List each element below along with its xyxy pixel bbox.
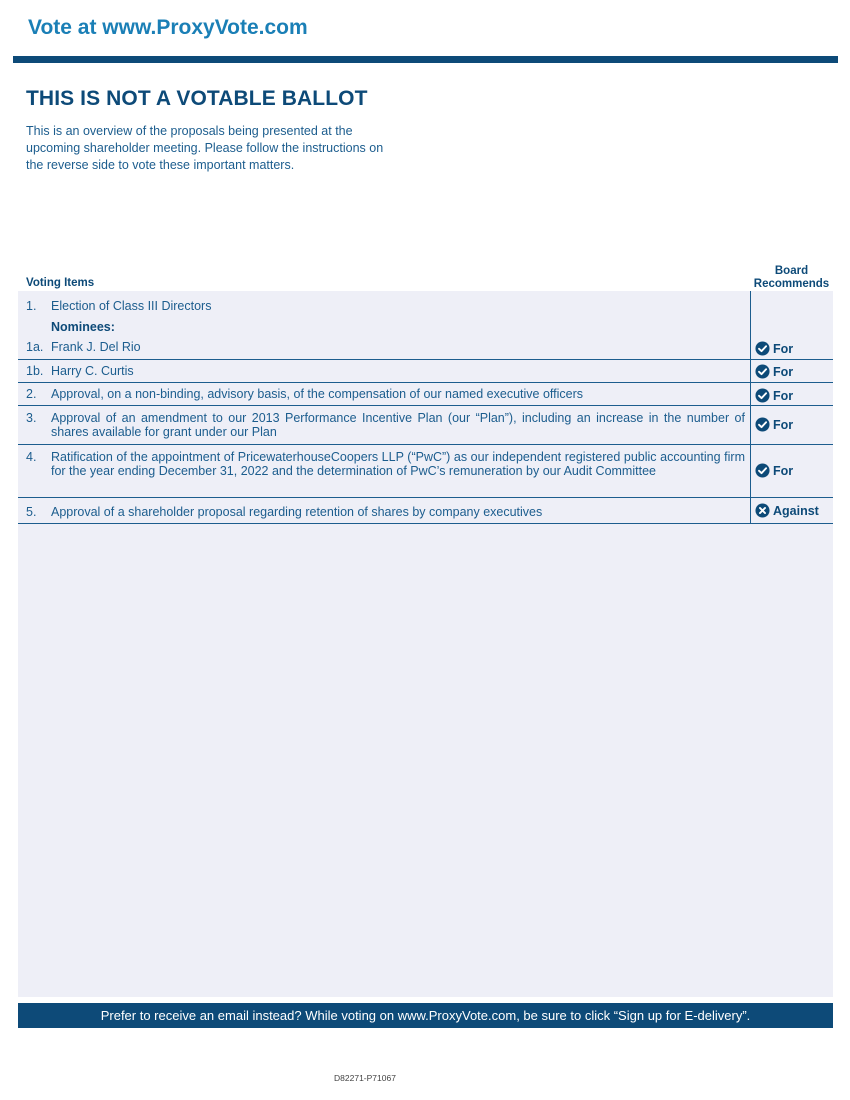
check-circle-icon bbox=[755, 341, 770, 356]
item-text: Harry C. Curtis bbox=[51, 364, 134, 378]
recommendation-for bbox=[755, 388, 793, 403]
item-number: 2. bbox=[26, 387, 37, 401]
recommendation-for bbox=[755, 364, 793, 379]
recommend-column-divider bbox=[750, 291, 751, 524]
recommendation-for bbox=[755, 341, 793, 356]
check-circle-icon bbox=[755, 364, 770, 379]
recommendation-label: For bbox=[773, 417, 794, 432]
item-text: Election of Class III Directors bbox=[51, 299, 212, 313]
row-divider bbox=[18, 523, 833, 524]
recommendation-label: For bbox=[773, 341, 794, 356]
recommendation-for bbox=[755, 417, 793, 432]
edelivery-banner bbox=[18, 1003, 833, 1028]
document-code: D82271-P71067 bbox=[334, 1073, 396, 1083]
intro-line: This is an overview of the proposals being presented at the bbox=[26, 124, 353, 138]
item-number: 1a. bbox=[26, 340, 44, 354]
x-circle-icon bbox=[755, 503, 770, 518]
voting-items-header: Voting Items bbox=[26, 277, 95, 289]
item-text: Approval, on a non-binding, advisory basis, of the compensation of our named executive officers bbox=[51, 387, 584, 401]
vote-url-heading: Vote at www.ProxyVote.com bbox=[28, 16, 308, 39]
check-circle-icon bbox=[755, 417, 770, 432]
item-text: Approval of an amendment to our 2013 Performance Incentive Plan (our “Plan”), including an increase in the number of shares available for grant under our Plan bbox=[51, 411, 745, 439]
board-header-line: Recommends bbox=[753, 278, 830, 290]
item-number: 1. bbox=[26, 299, 37, 313]
header-divider bbox=[13, 56, 838, 63]
check-circle-icon bbox=[755, 388, 770, 403]
edelivery-text: Prefer to receive an email instead? While voting on www.ProxyVote.com, be sure to click “Sign up for E-delivery”. bbox=[100, 1008, 751, 1023]
nominees-label: Nominees: bbox=[51, 320, 115, 334]
row-divider bbox=[18, 405, 833, 406]
item-text: Ratification of the appointment of PricewaterhouseCoopers LLP (“PwC”) as our independent registered public accounting firm for the year ending December 31, 2022 and the determination of PwC’s remuneration by our Audit Committee bbox=[51, 450, 745, 478]
item-number: 3. bbox=[26, 411, 37, 425]
recommendation-against bbox=[755, 503, 819, 518]
item-number: 4. bbox=[26, 450, 37, 464]
page-title: THIS IS NOT A VOTABLE BALLOT bbox=[26, 87, 368, 110]
row-divider bbox=[18, 382, 833, 383]
board-header-line: Board bbox=[774, 265, 809, 277]
check-circle-icon bbox=[755, 463, 770, 478]
recommendation-label: For bbox=[773, 388, 794, 403]
board-recommends-header bbox=[750, 265, 833, 291]
intro-line: upcoming shareholder meeting. Please follow the instructions on bbox=[26, 141, 384, 155]
intro-paragraph bbox=[26, 123, 426, 174]
recommendation-label: For bbox=[773, 364, 794, 379]
item-number: 1b. bbox=[26, 364, 44, 378]
recommendation-label: For bbox=[773, 463, 794, 478]
item-number: 5. bbox=[26, 505, 37, 519]
recommendation-for bbox=[755, 463, 793, 478]
row-divider bbox=[18, 444, 833, 445]
item-text: Approval of a shareholder proposal regarding retention of shares by company executives bbox=[51, 505, 543, 519]
row-divider bbox=[18, 497, 833, 498]
intro-line: the reverse side to vote these important matters. bbox=[26, 158, 295, 172]
recommendation-label: Against bbox=[773, 503, 819, 518]
item-text: Frank J. Del Rio bbox=[51, 340, 141, 354]
row-divider bbox=[18, 359, 833, 360]
